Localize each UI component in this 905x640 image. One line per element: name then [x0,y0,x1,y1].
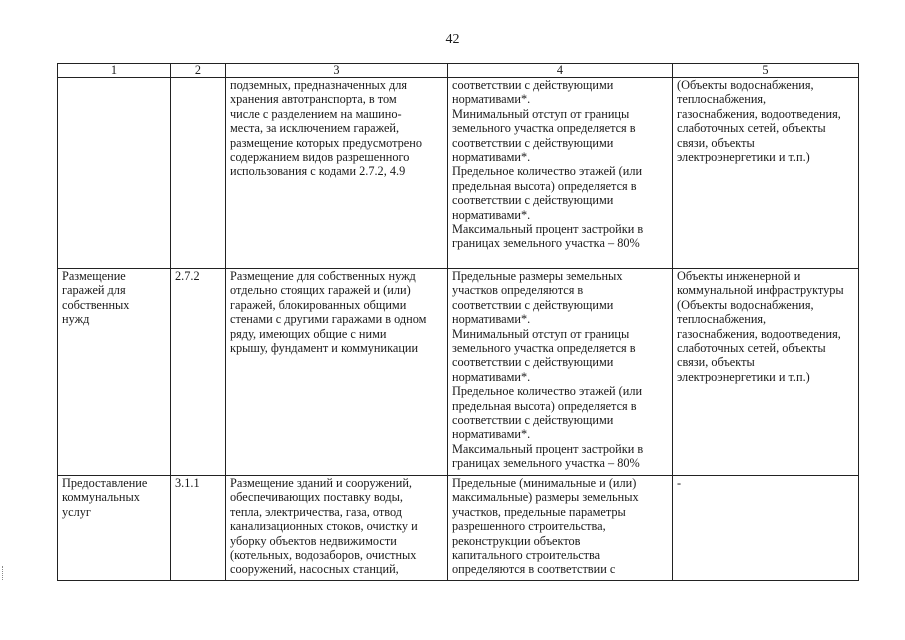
scan-edge-mark [2,566,7,580]
infrastructure-cell [673,476,859,581]
use-type-text: Размещение гаражей для собственных нужд [62,269,130,327]
header-col-5: 5 [673,64,859,78]
land-use-table [57,63,859,581]
infrastructure-text: - [677,476,682,490]
table-row [58,269,859,476]
use-type-text: Предоставление коммунальных услуг [62,476,148,519]
table-row [58,78,859,269]
infrastructure-cell [673,269,859,476]
header-col-4: 4 [448,64,673,78]
description-cell [226,78,448,269]
header-col-1: 1 [58,64,171,78]
description-cell [226,269,448,476]
description-cell [226,476,448,581]
infrastructure-cell [673,78,859,269]
description-text: Размещение для собственных нужд отдельно стоящих гаражей и (или) гаражей, блокированных общими стенами с другими гаражами в одном ряду, имеющих общие с ними крышу, фундамент и коммуникации [230,269,427,356]
use-type-cell [58,476,171,581]
code-cell [171,269,226,476]
code-cell [171,476,226,581]
parameters-text: соответствии с действующими нормативами*. Минимальный отступ от границы земельного участка определяется в соответствии с действующими нормативами*. Предельное количество этажей (или предельная высота) определяется в соответствии с действующими нормативами*. Максимальный процент застройки в границах земельного участка – 80% [452,78,644,251]
code-text: 3.1.1 [175,476,200,490]
parameters-cell [448,269,673,476]
code-text: 2.7.2 [175,269,200,283]
header-col-3: 3 [226,64,448,78]
table-row [58,476,859,581]
use-type-cell [58,78,171,269]
header-col-2: 2 [171,64,226,78]
code-cell [171,78,226,269]
page-number: 42 [445,32,460,47]
parameters-cell [448,476,673,581]
parameters-text: Предельные (минимальные и (или) максимальные) размеры земельных участков, предельные параметры разрешенного строительства, реконструкции объектов капитального строительства определяются в соответствии с [452,476,639,577]
description-text: подземных, предназначенных для хранения автотранспорта, в том числе с разделением на машино- места, за исключением гаражей, размещение которых предусмотрено содержанием видов разрешенного использования с кодами 2.7.2, 4.9 [230,78,422,179]
infrastructure-text: (Объекты водоснабжения, теплоснабжения, газоснабжения, водоотведения, слаботочных сетей, объекты связи, объекты электроэнергетики и т.п.) [677,78,841,165]
infrastructure-text: Объекты инженерной и коммунальной инфраструктуры (Объекты водоснабжения, теплоснабжения, газоснабжения, водоотведения, слаботочных сетей, объекты связи, объекты электроэнергетики и т.п.) [677,269,844,384]
parameters-text: Предельные размеры земельных участков определяются в соответствии с действующими нормативами*. Минимальный отступ от границы земельного участка определяется в соответствии с действующими нормативами*. Предельное количество этажей (или предельная высота) определяется в соответствии с действующими нормативами*. Максимальный процент застройки в границах земельного участка – 80% [452,269,644,471]
use-type-cell [58,269,171,476]
description-text: Размещение зданий и сооружений, обеспечивающих поставку воды, тепла, электричества, газа, отвод канализационных стоков, очистку и уборку объектов недвижимости (котельных, водозаборов, очистных сооружений, насосных станций, [230,476,418,577]
parameters-cell [448,78,673,269]
table-header-row [58,64,859,78]
